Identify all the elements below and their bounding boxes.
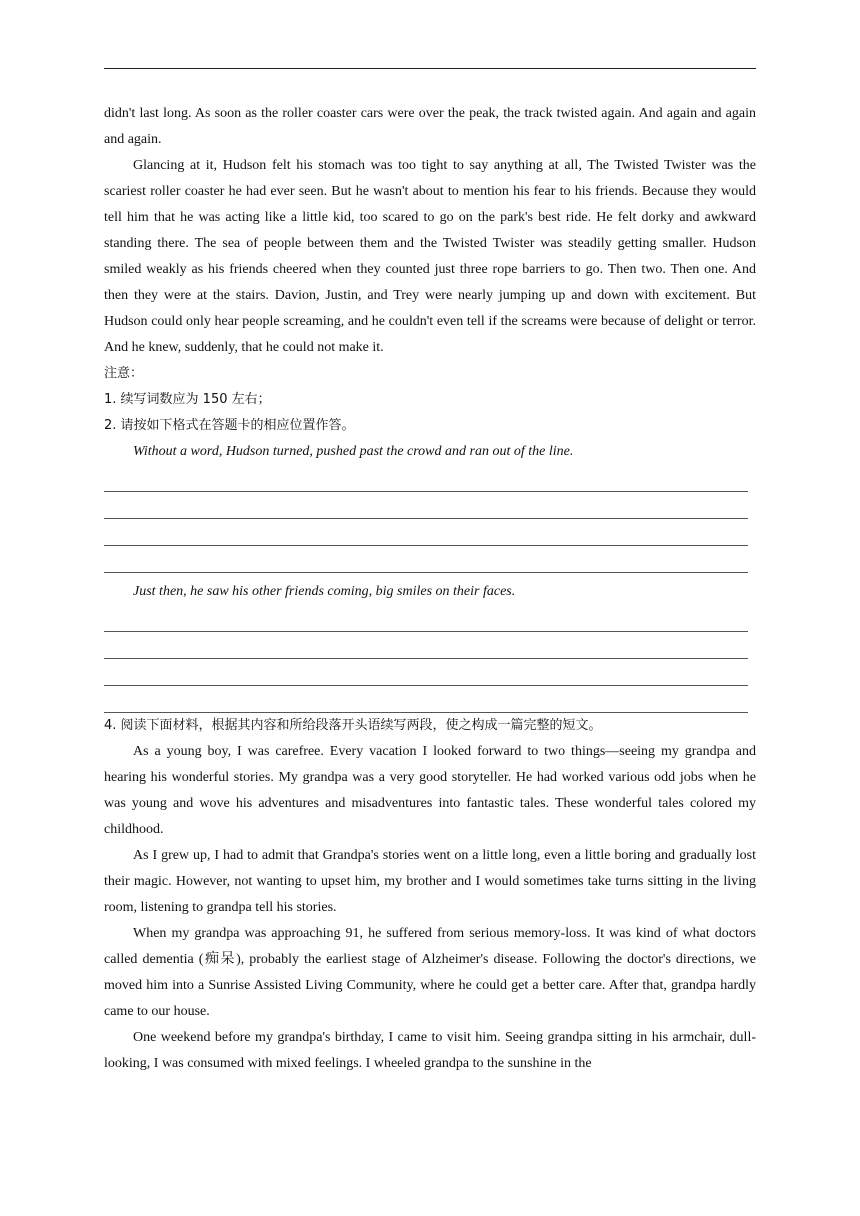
continuation-prompt-2: Just then, he saw his other friends coming, big smiles on their faces. [133,584,516,599]
answer-lines-2 [104,605,756,713]
answer-lines-1 [104,465,756,573]
answer-line[interactable] [104,659,748,686]
question-4-instruction: 4. 阅读下面材料，根据其内容和所给段落开头语续写两段，使之构成一篇完整的短文。 [104,718,602,733]
answer-line[interactable] [104,492,748,519]
question-4-paragraph: As I grew up, I had to admit that Grandpa's stories went on a little long, even a little boring and gradually lost their magic. However, not wanting to upset him, my brother and I would sometimes take turns sitting in the living room, listening to grandpa tell his stories. [104,848,756,915]
question-4-paragraph: As a young boy, I was carefree. Every vacation I looked forward to two things—seeing my grandpa and hearing his wonderful stories. My grandpa was a very good storyteller. He had worked various odd jobs when he was young and wove his adventures and misadventures into fantastic tales. These wonderful tales colored my childhood. [104,744,756,837]
continuation-prompt-1: Without a word, Hudson turned, pushed past the crowd and ran out of the line. [133,444,574,459]
page-content [104,101,756,1077]
answer-line[interactable] [104,519,748,546]
passage-paragraph: didn't last long. As soon as the roller coaster cars were over the peak, the track twisted again. And again and again and again. [104,106,756,147]
question-4-paragraph: When my grandpa was approaching 91, he suffered from serious memory-loss. It was kind of what doctors called dementia (痴呆), probably the earliest stage of Alzheimer's disease. Following the doctor's directions, we moved him into a Sunrise Assisted Living Community, where he could get a better care. After that, grandpa hardly came to our house. [104,926,756,1019]
answer-line[interactable] [104,686,748,713]
answer-line[interactable] [104,632,748,659]
note-item: 2. 请按如下格式在答题卡的相应位置作答。 [104,418,355,433]
answer-line[interactable] [104,465,748,492]
note-item: 1. 续写词数应为 150 左右； [104,392,271,407]
notes-heading: 注意： [104,366,144,381]
header-rule [104,68,756,69]
answer-line[interactable] [104,546,748,573]
answer-line[interactable] [104,605,748,632]
passage-paragraph: Glancing at it, Hudson felt his stomach was too tight to say anything at all, The Twisted Twister was the scariest roller coaster he had ever seen. But he wasn't about to mention his fear to his friends. Because they would tell him that he was acting like a little kid, too scared to go on the park's best ride. He felt dorky and awkward standing there. The sea of people between them and the Twisted Twister was steadily getting smaller. Hudson smiled weakly as his friends cheered when they counted just three rope barriers to go. Then two. Then one. And then they were at the stairs. Davion, Justin, and Trey were nearly jumping up and down with excitement. But Hudson could only hear people screaming, and he couldn't even tell if the screams were because of delight or terror. And he knew, suddenly, that he could not make it. [104,158,756,355]
question-4-paragraph: One weekend before my grandpa's birthday, I came to visit him. Seeing grandpa sitting in his armchair, dull-looking, I was consumed with mixed feelings. I wheeled grandpa to the sunshine in the [104,1030,756,1071]
